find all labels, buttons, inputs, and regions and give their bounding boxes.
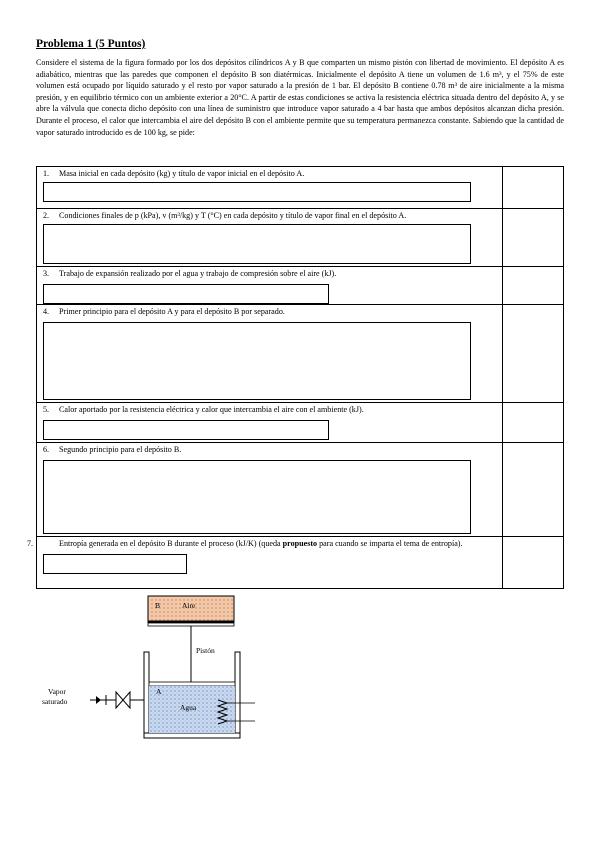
system-diagram bbox=[30, 590, 290, 750]
flow-arrow bbox=[96, 696, 101, 704]
question-number: 4. bbox=[43, 307, 50, 316]
tank-a-wall-bottom bbox=[144, 733, 240, 738]
label-b: B bbox=[155, 601, 161, 610]
question-row bbox=[37, 403, 564, 443]
question-text: Condiciones finales de p (kPa), v (m³/kg) y T (°C) en cada depósito y título de vapor final en el depósito A. bbox=[59, 211, 407, 220]
question-text-bold: propuesto bbox=[282, 539, 318, 548]
tank-a-wall-left bbox=[144, 652, 149, 738]
score-cell-5 bbox=[502, 403, 563, 443]
label-agua: Agua bbox=[180, 703, 197, 712]
label-a: A bbox=[156, 687, 162, 696]
question-number: 6. bbox=[43, 445, 50, 454]
label-saturado: saturado bbox=[42, 697, 68, 706]
question-text: Trabajo de expansión realizado por el agua y trabajo de compresión sobre el aire (kJ). bbox=[59, 269, 337, 278]
question-text-part: para cuando se imparta el tema de entropía). bbox=[317, 539, 463, 548]
answer-box-6[interactable] bbox=[43, 460, 471, 534]
problem-statement: Considere el sistema de la figura formado por los dos depósitos cilíndricos A y B que comparten un mismo pistón con libertad de movimiento. El depósito A es adiabático, mientras que las paredes que componen el depósito B son diatérmicas. Inicialmente el depósito A tiene un volumen de 1.6 m³, y el 75% de este volumen está ocupado por líquido saturado y el resto por vapor saturado a la presión de 1 bar. El depósito B contiene 0.78 m³ de aire inicialmente a la misma presión, y en equilibrio térmico con un ambiente exterior a 20°C. A partir de estas condiciones se activa la resistencia eléctrica situada dentro del depósito A, y se abre la válvula que conecta dicho depósito con una línea de suministro que introduce vapor saturado a 4 bar hasta que ambos depósitos alcanzan dicha presión. Durante el proceso, el calor que intercambia el aire del depósito B con el ambiente permite que su temperatura permanezca constante. Sabiendo que la cantidad de vapor saturado introducido es de 100 kg, se pide: bbox=[36, 58, 564, 137]
score-cell-4 bbox=[502, 305, 563, 403]
score-cell-2 bbox=[502, 209, 563, 267]
question-number: 5. bbox=[43, 405, 50, 414]
question-row bbox=[37, 209, 564, 267]
label-piston: Pistón bbox=[196, 646, 215, 655]
question-row bbox=[37, 443, 564, 537]
question-text: Masa inicial en cada depósito (kg) y título de vapor inicial en el depósito A. bbox=[59, 169, 305, 178]
question-text: Primer principio para el depósito A y para el depósito B por separado. bbox=[59, 307, 285, 316]
question-number: 2. bbox=[43, 211, 50, 220]
system-diagram-svg bbox=[30, 590, 290, 750]
score-cell-3 bbox=[502, 267, 563, 305]
problem-title: Problema 1 (5 Puntos) bbox=[36, 38, 146, 50]
questions-table bbox=[27, 166, 564, 589]
answer-box-2[interactable] bbox=[43, 224, 471, 264]
answer-box-1[interactable] bbox=[43, 182, 471, 202]
tank-a-wall-right bbox=[235, 652, 240, 738]
question-row bbox=[37, 267, 564, 305]
question-text-part: Entropía generada en el depósito B durante el proceso (kJ/K) (queda bbox=[59, 539, 283, 548]
question-number: 1. bbox=[43, 169, 50, 178]
valve bbox=[116, 692, 130, 708]
piston-b-head bbox=[148, 623, 234, 626]
score-cell-7 bbox=[502, 537, 563, 589]
answer-box-5[interactable] bbox=[43, 420, 329, 440]
score-cell-6 bbox=[502, 443, 563, 537]
score-cell-1 bbox=[502, 167, 563, 209]
question-row bbox=[37, 305, 564, 403]
answer-box-3[interactable] bbox=[43, 284, 329, 304]
piston-a bbox=[149, 682, 235, 686]
question-row bbox=[37, 167, 564, 209]
question-text: Calor aportado por la resistencia eléctrica y calor que intercambia el aire con el ambiente (kJ). bbox=[59, 405, 364, 414]
answer-box-4[interactable] bbox=[43, 322, 471, 400]
question-row bbox=[37, 537, 564, 589]
question-number: 7. bbox=[27, 539, 34, 548]
question-text: Segundo principio para el depósito B. bbox=[59, 445, 182, 454]
question-number: 3. bbox=[43, 269, 50, 278]
label-aire: Aire bbox=[182, 601, 196, 610]
label-vapor: Vapor bbox=[48, 687, 66, 696]
answer-box-7[interactable] bbox=[43, 554, 187, 574]
